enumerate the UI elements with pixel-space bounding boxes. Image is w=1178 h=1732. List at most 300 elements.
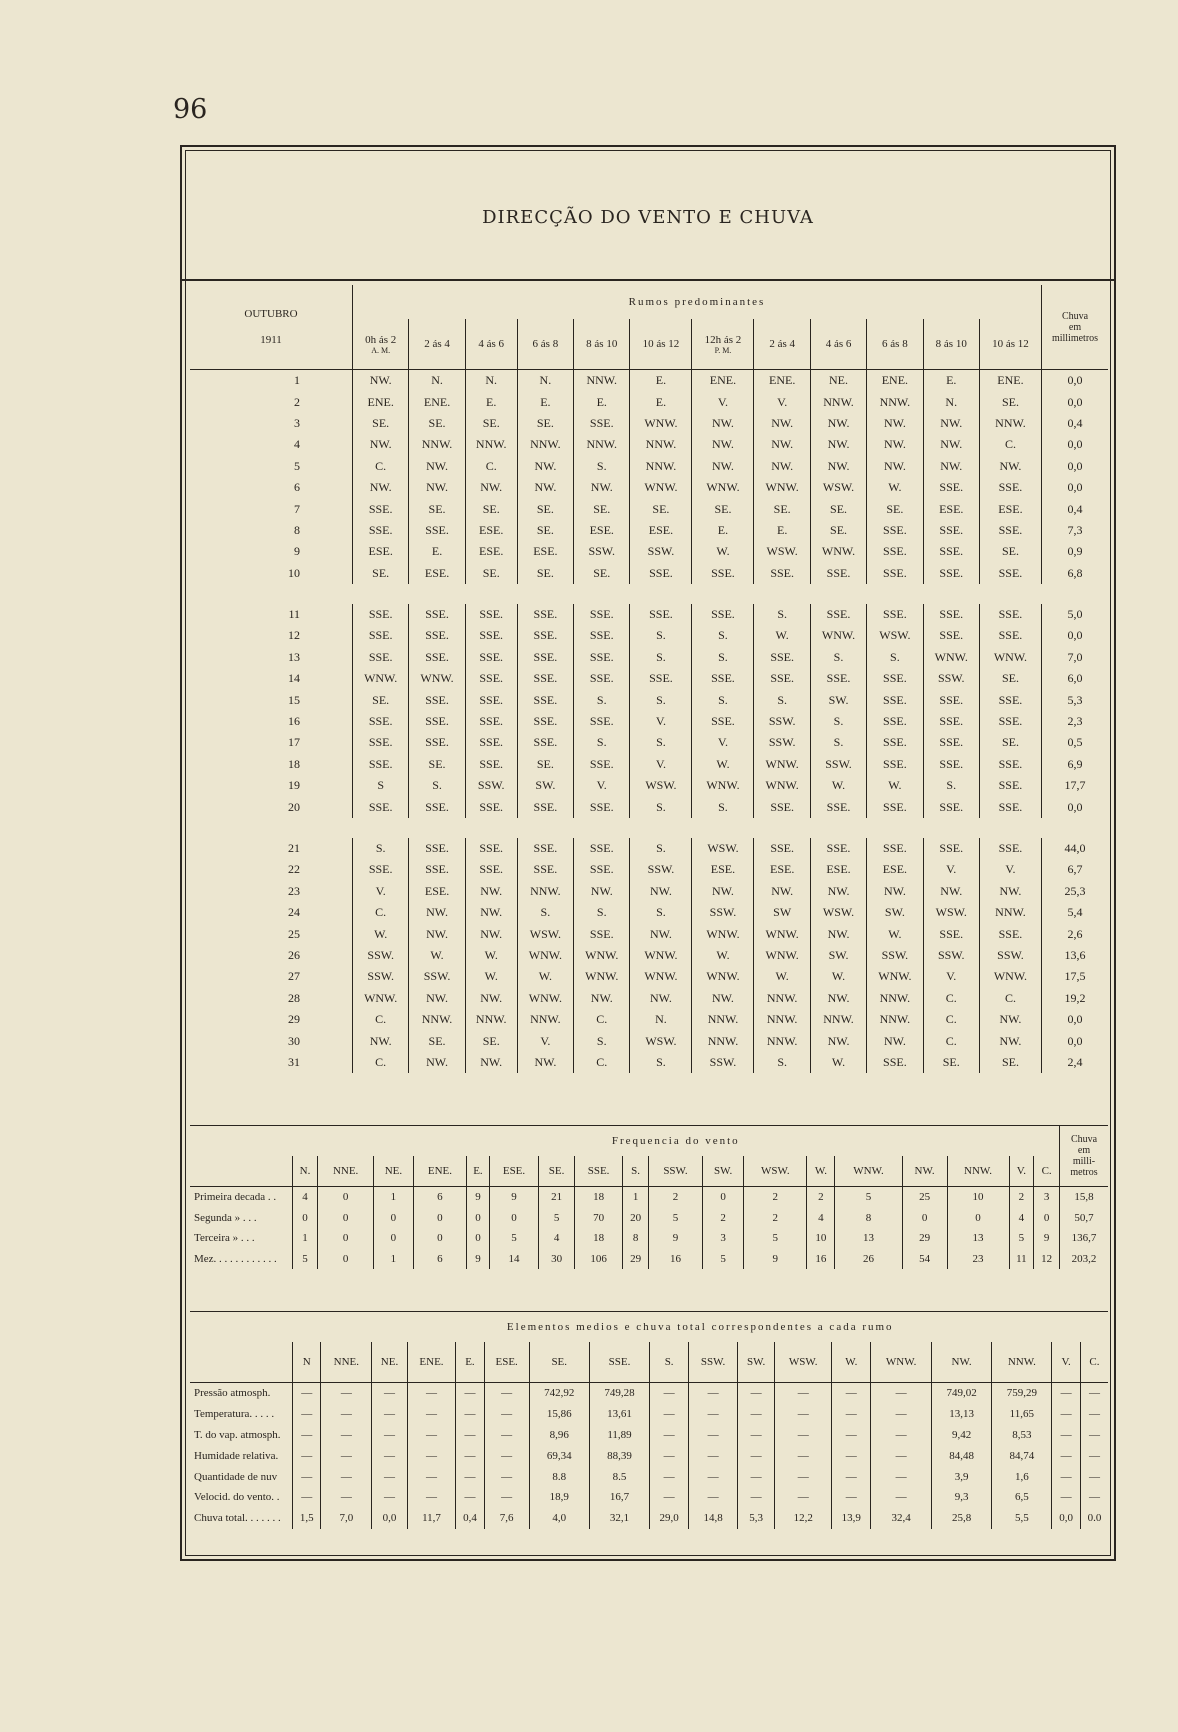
- day-number: 29: [288, 1012, 300, 1027]
- direction-column-header: ESE.: [484, 1342, 529, 1383]
- rain-header-line: Chuva: [1070, 1134, 1098, 1145]
- wind-direction-cell: ESE.: [409, 881, 465, 902]
- row-label-header: [190, 1156, 293, 1187]
- wind-direction-cell: SSE.: [517, 647, 573, 668]
- period-label: A. M.: [371, 345, 391, 355]
- wind-direction-cell: SSE.: [409, 732, 465, 753]
- frequency-cell: 29: [623, 1249, 649, 1270]
- wind-direction-cell: SSE.: [692, 668, 754, 689]
- element-value-cell: 8,53: [992, 1425, 1052, 1446]
- wind-direction-cell: E.: [465, 391, 517, 412]
- rain-value: 0,0: [1042, 370, 1109, 392]
- wind-direction-cell: ESE.: [465, 520, 517, 541]
- wind-direction-cell: SSE.: [465, 668, 517, 689]
- wind-direction-cell: NNW.: [754, 1009, 810, 1030]
- time-column-header: [692, 319, 754, 370]
- wind-direction-cell: NW.: [409, 456, 465, 477]
- wind-direction-cell: SSE.: [810, 838, 866, 859]
- wind-direction-cell: SE.: [979, 391, 1041, 412]
- time-column-header: [353, 319, 409, 370]
- element-value-cell: —: [832, 1425, 871, 1446]
- element-value-cell: 32,4: [871, 1508, 932, 1529]
- wind-direction-cell: WNW.: [810, 625, 866, 646]
- element-value-cell: 5,3: [738, 1508, 775, 1529]
- time-range-label: 12h ás 2: [704, 333, 742, 346]
- table-row: [190, 711, 1108, 732]
- rain-value: 6,0: [1042, 668, 1109, 689]
- wind-direction-cell: NNW.: [867, 988, 923, 1009]
- wind-direction-cell: SSE.: [979, 838, 1041, 859]
- wind-direction-cell: W.: [465, 945, 517, 966]
- frequency-cell: 1: [293, 1228, 318, 1249]
- wind-direction-cell: SSE.: [867, 732, 923, 753]
- wind-direction-cell: SSE.: [465, 689, 517, 710]
- wind-direction-cell: SE.: [409, 1030, 465, 1051]
- rain-value: 0,4: [1042, 498, 1109, 519]
- element-value-cell: —: [775, 1487, 832, 1508]
- element-value-cell: 11,65: [992, 1404, 1052, 1425]
- wind-direction-cell: S.: [630, 902, 692, 923]
- wind-direction-cell: SSE.: [923, 477, 979, 498]
- spacer-cell: [190, 584, 1108, 604]
- element-value-cell: —: [1052, 1383, 1080, 1404]
- wind-direction-cell: S.: [754, 1052, 810, 1073]
- element-value-cell: 13,61: [589, 1404, 649, 1425]
- wind-direction-cell: NW.: [465, 1052, 517, 1073]
- time-range-label: 10 ás 12: [992, 338, 1029, 350]
- wind-direction-cell: SSW.: [353, 945, 409, 966]
- wind-direction-cell: NW.: [979, 1009, 1041, 1030]
- wind-direction-cell: SE.: [517, 413, 573, 434]
- table-row: [190, 1445, 1108, 1466]
- element-value-cell: —: [372, 1487, 408, 1508]
- row-label: Humidade relativa.: [194, 1449, 279, 1462]
- wind-direction-cell: NNW.: [517, 1009, 573, 1030]
- rain-value: 7,3: [1042, 520, 1109, 541]
- element-value-cell: —: [484, 1466, 529, 1487]
- wind-direction-cell: SE.: [465, 563, 517, 584]
- day-number: 26: [288, 947, 300, 962]
- wind-direction-cell: NW.: [465, 902, 517, 923]
- direction-column-header: ENE.: [407, 1342, 455, 1383]
- wind-direction-cell: W.: [692, 541, 754, 562]
- wind-direction-cell: SSE.: [574, 668, 630, 689]
- wind-direction-cell: SSE.: [465, 796, 517, 817]
- wind-direction-cell: ENE.: [692, 370, 754, 392]
- wind-direction-cell: SSW.: [979, 945, 1041, 966]
- wind-direction-cell: SSW.: [923, 945, 979, 966]
- frequency-cell: 0: [317, 1228, 373, 1249]
- frequency-cell: 2: [744, 1187, 807, 1208]
- element-value-cell: —: [456, 1487, 484, 1508]
- wind-direction-cell: SSE.: [923, 563, 979, 584]
- frequency-cell: 5: [1009, 1228, 1034, 1249]
- element-value-cell: 9,3: [931, 1487, 991, 1508]
- rain-value: 0,0: [1042, 477, 1109, 498]
- wind-direction-cell: NW.: [810, 988, 866, 1009]
- wind-direction-cell: SSE.: [517, 796, 573, 817]
- wind-direction-cell: WNW.: [692, 923, 754, 944]
- wind-direction-cell: NW.: [810, 456, 866, 477]
- direction-column-header: NW.: [931, 1342, 991, 1383]
- table-row: [190, 689, 1108, 710]
- time-column-header: [465, 319, 517, 370]
- wind-direction-cell: WNW.: [754, 775, 810, 796]
- rain-value: 0,0: [1042, 1009, 1109, 1030]
- row-label: Segunda » . . .: [194, 1211, 257, 1224]
- time-column-header: [517, 319, 573, 370]
- table-row: [190, 434, 1108, 455]
- element-value-cell: 3,9: [931, 1466, 991, 1487]
- table-row: [190, 1187, 1108, 1208]
- direction-column-header: SE.: [539, 1156, 574, 1187]
- element-value-cell: —: [832, 1487, 871, 1508]
- element-value-cell: —: [372, 1425, 408, 1446]
- wind-direction-cell: SSE.: [409, 647, 465, 668]
- rain-value: 0,0: [1042, 625, 1109, 646]
- wind-direction-cell: SSE.: [353, 711, 409, 732]
- wind-direction-cell: S.: [810, 732, 866, 753]
- wind-direction-cell: ESE.: [353, 541, 409, 562]
- element-value-cell: —: [775, 1383, 832, 1404]
- wind-direction-cell: NNW.: [409, 434, 465, 455]
- wind-direction-cell: NNW.: [810, 391, 866, 412]
- direction-column-header: WSW.: [775, 1342, 832, 1383]
- table-row: [190, 1052, 1108, 1073]
- frequency-cell: 0: [317, 1208, 373, 1229]
- wind-direction-cell: WNW.: [692, 477, 754, 498]
- element-value-cell: —: [650, 1466, 689, 1487]
- wind-direction-cell: NNW.: [979, 902, 1041, 923]
- direction-column-header: NE.: [374, 1156, 413, 1187]
- element-value-cell: 13,13: [931, 1404, 991, 1425]
- wind-direction-cell: NNW.: [810, 1009, 866, 1030]
- wind-direction-cell: S.: [574, 732, 630, 753]
- year-label: 1911: [260, 334, 282, 346]
- day-number: 20: [288, 799, 300, 814]
- wind-direction-cell: SSE.: [923, 689, 979, 710]
- wind-direction-cell: SSE.: [810, 668, 866, 689]
- wind-direction-cell: SSE.: [409, 604, 465, 625]
- wind-direction-cell: W.: [465, 966, 517, 987]
- elements-header: Elementos medios e chuva total correspondentes a cada rumo: [506, 1321, 894, 1333]
- rain-header: [1042, 285, 1109, 370]
- time-range-label: 6 ás 8: [882, 338, 908, 350]
- wind-direction-cell: NW.: [810, 923, 866, 944]
- rain-header-line: Chuva: [1061, 310, 1089, 322]
- blank-corner: [190, 1126, 293, 1157]
- element-value-cell: —: [293, 1466, 321, 1487]
- day-number: 30: [288, 1033, 300, 1048]
- table-row: [190, 732, 1108, 753]
- wind-direction-cell: S.: [630, 625, 692, 646]
- time-column-header: [574, 319, 630, 370]
- wind-direction-cell: C.: [574, 1052, 630, 1073]
- element-value-cell: —: [689, 1404, 738, 1425]
- wind-direction-cell: SSE.: [979, 477, 1041, 498]
- wind-direction-cell: ESE.: [692, 859, 754, 880]
- day-number: 6: [294, 480, 300, 495]
- frequency-cell: 9: [467, 1249, 489, 1270]
- wind-direction-cell: SSE.: [574, 647, 630, 668]
- wind-direction-cell: SSE.: [923, 520, 979, 541]
- wind-direction-cell: WNW.: [754, 945, 810, 966]
- element-value-cell: 749,02: [931, 1383, 991, 1404]
- wind-direction-cell: WNW.: [517, 945, 573, 966]
- rain-value: 6,8: [1042, 563, 1109, 584]
- frequency-cell: 5: [703, 1249, 744, 1270]
- day-number: 12: [288, 628, 300, 643]
- frequency-cell: 6: [413, 1187, 467, 1208]
- table-row: [190, 520, 1108, 541]
- wind-direction-cell: S: [353, 775, 409, 796]
- wind-direction-cell: S.: [409, 775, 465, 796]
- element-value-cell: —: [1080, 1466, 1108, 1487]
- table-row: [190, 859, 1108, 880]
- wind-direction-cell: SSE.: [517, 859, 573, 880]
- rain-value: 0,0: [1042, 796, 1109, 817]
- table-row: [190, 838, 1108, 859]
- time-range-label: 4 ás 6: [825, 338, 852, 350]
- wind-direction-cell: NW.: [574, 988, 630, 1009]
- wind-direction-cell: V.: [692, 391, 754, 412]
- wind-direction-cell: E.: [630, 391, 692, 412]
- wind-direction-cell: WNW.: [754, 754, 810, 775]
- wind-direction-cell: SSW.: [692, 902, 754, 923]
- element-value-cell: —: [689, 1383, 738, 1404]
- wind-direction-cell: SSE.: [574, 838, 630, 859]
- wind-direction-cell: S.: [630, 732, 692, 753]
- wind-direction-cell: SSE.: [517, 604, 573, 625]
- wind-direction-cell: SSW.: [810, 754, 866, 775]
- table-row: [190, 498, 1108, 519]
- wind-direction-cell: NW.: [630, 923, 692, 944]
- wind-direction-cell: SSE.: [465, 647, 517, 668]
- wind-direction-cell: NNW.: [979, 413, 1041, 434]
- wind-direction-cell: SSE.: [754, 668, 810, 689]
- wind-direction-cell: ENE.: [353, 391, 409, 412]
- wind-direction-cell: V.: [353, 881, 409, 902]
- wind-direction-cell: SE.: [810, 498, 866, 519]
- rain-value: 17,5: [1042, 966, 1109, 987]
- wind-direction-cell: NW.: [517, 477, 573, 498]
- wind-direction-cell: SE.: [465, 1030, 517, 1051]
- direction-column-header: WSW.: [744, 1156, 807, 1187]
- day-number: 28: [288, 990, 300, 1005]
- element-value-cell: —: [321, 1425, 372, 1446]
- table-row: [190, 370, 1108, 392]
- table-row: [190, 902, 1108, 923]
- wind-direction-cell: NW.: [923, 413, 979, 434]
- wind-direction-cell: E.: [409, 541, 465, 562]
- wind-direction-cell: SSE.: [692, 711, 754, 732]
- wind-direction-cell: NW.: [867, 881, 923, 902]
- wind-direction-cell: C.: [574, 1009, 630, 1030]
- wind-direction-cell: C.: [923, 988, 979, 1009]
- element-value-cell: 69,34: [529, 1445, 589, 1466]
- table-row: [190, 1425, 1108, 1446]
- wind-direction-cell: SSE.: [979, 923, 1041, 944]
- wind-direction-cell: C.: [979, 434, 1041, 455]
- wind-direction-cell: WNW.: [353, 668, 409, 689]
- wind-direction-cell: SW: [754, 902, 810, 923]
- table-row: [190, 796, 1108, 817]
- wind-direction-cell: NNW.: [754, 988, 810, 1009]
- wind-direction-cell: ESE.: [517, 541, 573, 562]
- element-value-cell: —: [484, 1383, 529, 1404]
- direction-column-header: N: [293, 1342, 321, 1383]
- wind-direction-cell: SE.: [353, 413, 409, 434]
- element-value-cell: —: [689, 1425, 738, 1446]
- wind-direction-cell: SSW.: [923, 668, 979, 689]
- wind-direction-cell: WNW.: [923, 647, 979, 668]
- wind-direction-cell: SE.: [353, 689, 409, 710]
- frequency-cell: 5: [489, 1228, 539, 1249]
- element-value-cell: 5,5: [992, 1508, 1052, 1529]
- direction-column-header: C.: [1080, 1342, 1108, 1383]
- frequency-cell: 18: [574, 1187, 623, 1208]
- frequency-cell: 29: [902, 1228, 947, 1249]
- element-value-cell: 4,0: [529, 1508, 589, 1529]
- wind-direction-cell: SSE.: [923, 754, 979, 775]
- wind-direction-cell: NW.: [923, 434, 979, 455]
- wind-direction-cell: V.: [574, 775, 630, 796]
- wind-direction-cell: SSE.: [810, 796, 866, 817]
- element-value-cell: —: [372, 1445, 408, 1466]
- row-label: Primeira decada . .: [194, 1191, 277, 1204]
- direction-column-header: S.: [650, 1342, 689, 1383]
- wind-direction-cell: E.: [630, 370, 692, 392]
- element-value-cell: 29,0: [650, 1508, 689, 1529]
- element-value-cell: —: [407, 1487, 455, 1508]
- wind-direction-cell: NW.: [465, 923, 517, 944]
- wind-direction-cell: W.: [867, 923, 923, 944]
- wind-direction-cell: SSE.: [353, 498, 409, 519]
- day-number: 4: [294, 437, 300, 452]
- wind-direction-cell: SSE.: [409, 520, 465, 541]
- wind-direction-cell: S.: [517, 902, 573, 923]
- table-row: [190, 966, 1108, 987]
- frequency-cell: 4: [293, 1187, 318, 1208]
- element-value-cell: 9,42: [931, 1425, 991, 1446]
- time-range-label: 2 ás 4: [424, 338, 450, 350]
- element-value-cell: —: [1080, 1487, 1108, 1508]
- element-value-cell: —: [738, 1404, 775, 1425]
- direction-column-header: NNW.: [947, 1156, 1009, 1187]
- frequency-cell: 25: [902, 1187, 947, 1208]
- element-value-cell: —: [832, 1383, 871, 1404]
- wind-direction-cell: NW.: [692, 456, 754, 477]
- wind-direction-cell: SSE.: [979, 711, 1041, 732]
- time-range-label: 8 ás 10: [935, 338, 967, 350]
- wind-direction-cell: SSE.: [867, 711, 923, 732]
- frequency-cell: 0: [374, 1228, 413, 1249]
- element-value-cell: —: [832, 1404, 871, 1425]
- wind-direction-cell: NW.: [867, 1030, 923, 1051]
- direction-column-header: SSE.: [574, 1156, 623, 1187]
- wind-direction-cell: SE.: [409, 754, 465, 775]
- row-label: Terceira » . . .: [194, 1232, 255, 1245]
- frequency-cell: 4: [807, 1208, 835, 1229]
- frequency-cell: 3: [703, 1228, 744, 1249]
- table-frame: [180, 145, 1116, 1561]
- element-value-cell: —: [456, 1425, 484, 1446]
- wind-direction-cell: NW.: [574, 477, 630, 498]
- wind-direction-cell: SE.: [979, 1052, 1041, 1073]
- rain-value: 2,3: [1042, 711, 1109, 732]
- frequency-cell: 0: [467, 1228, 489, 1249]
- direction-column-header: C.: [1034, 1156, 1060, 1187]
- wind-direction-cell: SSE.: [867, 668, 923, 689]
- frequency-cell: 12: [1034, 1249, 1060, 1270]
- direction-column-header: W.: [832, 1342, 871, 1383]
- wind-direction-cell: SE.: [867, 498, 923, 519]
- rain-value: 17,7: [1042, 775, 1109, 796]
- direction-column-header: WNW.: [835, 1156, 902, 1187]
- wind-direction-cell: SE.: [465, 498, 517, 519]
- element-value-cell: —: [650, 1425, 689, 1446]
- wind-direction-cell: SE.: [574, 563, 630, 584]
- wind-direction-cell: SSE.: [574, 413, 630, 434]
- time-range-label: 8 ás 10: [586, 338, 618, 350]
- element-value-cell: —: [293, 1425, 321, 1446]
- wind-direction-cell: SSE.: [465, 625, 517, 646]
- wind-direction-cell: NW.: [810, 1030, 866, 1051]
- wind-direction-cell: NW.: [754, 434, 810, 455]
- wind-direction-cell: N.: [409, 370, 465, 392]
- wind-direction-cell: W.: [754, 966, 810, 987]
- wind-direction-cell: NW.: [409, 477, 465, 498]
- wind-direction-cell: SSE.: [517, 711, 573, 732]
- wind-direction-cell: N.: [465, 370, 517, 392]
- wind-direction-cell: SSE.: [409, 711, 465, 732]
- wind-direction-cell: NW.: [409, 902, 465, 923]
- element-value-cell: —: [456, 1445, 484, 1466]
- time-range-label: 2 ás 4: [769, 338, 795, 350]
- wind-direction-cell: SSE.: [630, 563, 692, 584]
- day-number: 19: [288, 778, 300, 793]
- element-value-cell: 7,6: [484, 1508, 529, 1529]
- wind-direction-cell: W.: [409, 945, 465, 966]
- direction-column-header: SW.: [703, 1156, 744, 1187]
- element-value-cell: 14,8: [689, 1508, 738, 1529]
- wind-direction-cell: SSE.: [923, 604, 979, 625]
- frequency-cell: 5: [648, 1208, 702, 1229]
- time-column-header: [810, 319, 866, 370]
- table-row: [190, 754, 1108, 775]
- element-value-cell: 18,9: [529, 1487, 589, 1508]
- wind-direction-cell: S.: [692, 796, 754, 817]
- element-value-cell: —: [1052, 1425, 1080, 1446]
- wind-direction-cell: ENE.: [754, 370, 810, 392]
- wind-direction-cell: WNW.: [867, 966, 923, 987]
- frequency-cell: 9: [467, 1187, 489, 1208]
- rain-header-2: [1060, 1126, 1109, 1187]
- wind-direction-cell: SSE.: [923, 541, 979, 562]
- wind-direction-cell: S.: [630, 838, 692, 859]
- wind-direction-cell: NW.: [465, 477, 517, 498]
- divider: [182, 279, 1114, 281]
- wind-direction-cell: SSW.: [692, 1052, 754, 1073]
- wind-direction-cell: E.: [517, 391, 573, 412]
- frequency-cell: 4: [539, 1228, 574, 1249]
- wind-direction-cell: ESE.: [810, 859, 866, 880]
- wind-direction-cell: SSE.: [409, 796, 465, 817]
- wind-direction-cell: SE.: [465, 413, 517, 434]
- day-number: 2: [294, 394, 300, 409]
- wind-direction-cell: NW.: [979, 881, 1041, 902]
- wind-direction-cell: SSE.: [923, 838, 979, 859]
